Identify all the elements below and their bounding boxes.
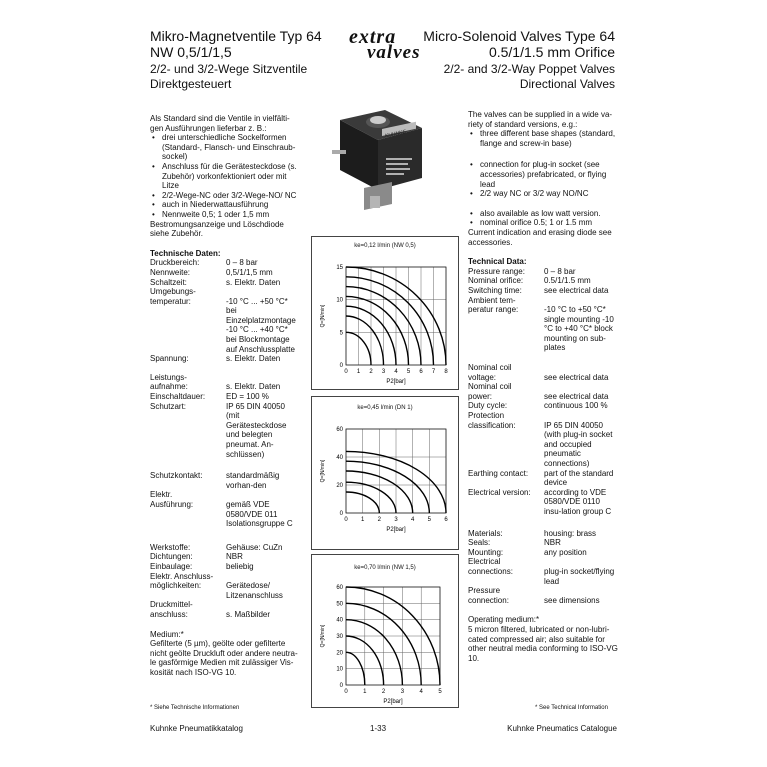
- list-item: • 2/2 way NC or 3/2 way NO/NC: [480, 189, 618, 199]
- spec-value: IP 65 DIN 40050 (with plug-in socket and occupied pneumatic connections): [544, 420, 613, 468]
- list-item: • also available as low watt version.: [480, 209, 618, 219]
- x-tick-label: 5: [427, 517, 432, 523]
- spec-row: [468, 586, 618, 596]
- x-tick-label: 5: [438, 689, 442, 695]
- spec-value: 0 – 8 bar: [544, 266, 576, 276]
- y-tick-label: 5: [339, 330, 343, 337]
- en-tech-table-3: [468, 529, 618, 606]
- de-orifice-line: NW 0,5/1/1,5: [150, 44, 232, 60]
- spec-value: 0,5/1/1,5 mm: [226, 267, 273, 277]
- spec-value: [226, 373, 300, 383]
- spec-label: Ambient tem-: [468, 295, 516, 305]
- spec-row: [150, 297, 300, 355]
- spec-label: classification:: [468, 420, 516, 430]
- list-item: • three different base shapes (standard, flange and screw-in base): [480, 129, 618, 148]
- chart-title: ke=0,12 l/min (NW 0,5): [354, 243, 416, 249]
- spec-row: [468, 538, 618, 548]
- spec-row: [468, 286, 618, 296]
- flow-chart-nw15: [311, 554, 459, 708]
- spec-value: [226, 287, 300, 297]
- spec-value: -10 °C ... +50 °C* bei Einzelplatzmontage -10 °C ... +40 °C* bei Blockmontage auf Anschlussplatte: [226, 296, 296, 354]
- en-title: Micro-Solenoid Valves Type 64: [423, 28, 615, 44]
- spec-label: Schaltzeit:: [150, 277, 187, 287]
- spec-label: Electrical: [468, 557, 501, 567]
- right-column: [468, 110, 618, 663]
- de-title: Mikro-Magnetventile Typ 64: [150, 28, 322, 44]
- en-outro: Current indication and erasing diode see accessories.: [468, 227, 612, 247]
- spec-row: [468, 557, 618, 567]
- spec-label: Pressure: [468, 586, 501, 596]
- spec-value: standardmäßig vorhan-den: [226, 471, 280, 490]
- spec-label: Einbaulage:: [150, 561, 193, 571]
- spec-value: s. Maßbilder: [226, 609, 271, 619]
- spec-value: [544, 382, 618, 392]
- y-tick-label: 40: [336, 455, 343, 461]
- list-item: • nominal orifice 0.5; 1 or 1.5 mm: [480, 218, 618, 228]
- spec-label: Materials:: [468, 528, 503, 538]
- spec-row: [468, 382, 618, 392]
- spec-label: Earthing contact:: [468, 468, 529, 478]
- spec-label: peratur range:: [468, 305, 519, 315]
- x-tick-label: 5: [406, 369, 411, 375]
- spec-label: Leistungs-: [150, 372, 187, 382]
- y-tick-label: 50: [336, 601, 343, 608]
- spec-row: [150, 392, 300, 402]
- spec-label: Schutzart:: [150, 401, 187, 411]
- spec-row: [150, 373, 300, 383]
- y-tick-label: 40: [336, 617, 343, 624]
- solenoid-valve-photo: [330, 100, 430, 212]
- spec-label: Spannung:: [150, 354, 189, 364]
- de-feature-list: [150, 133, 300, 219]
- spec-row: [468, 276, 618, 286]
- de-outro: Bestromungsanzeige und Löschdiode siehe Zubehör.: [150, 219, 284, 239]
- spec-value: [544, 296, 618, 306]
- x-tick-label: 3: [394, 517, 398, 523]
- en-feature-list-a: [468, 129, 618, 148]
- spec-value: Gerätedose/ Litzenanschluss: [226, 581, 283, 600]
- chart-plot: [312, 397, 458, 549]
- spec-label: power:: [468, 391, 493, 401]
- spec-value: plug-in socket/flying lead: [544, 566, 615, 586]
- list-item: • 2/2-Wege-NC oder 3/2-Wege-NO/ NC: [162, 191, 300, 201]
- spec-row: [150, 490, 300, 500]
- x-tick-label: 7: [431, 369, 436, 375]
- spec-row: [468, 596, 618, 606]
- spec-label: Elektr. Anschluss-: [150, 571, 214, 581]
- y-tick-label: 20: [336, 650, 343, 657]
- spec-label: Umgebungs-: [150, 287, 196, 297]
- list-item: • Nennweite 0,5; 1 oder 1,5 mm: [162, 210, 300, 220]
- spec-row: [150, 268, 300, 278]
- spec-label: Druckmittel-: [150, 600, 193, 610]
- de-medium-text: Gefilterte (5 µm), geölte oder gefilterte nicht geölte Druckluft oder andere neutra-le gasförmige Medien mit zulässiger Vis-kosität nach ISO-VG 10.: [150, 639, 298, 677]
- en-tech-table-2: [468, 363, 618, 517]
- spec-label: Dichtungen:: [150, 552, 193, 562]
- de-medium-heading: Medium:*: [150, 629, 184, 639]
- spec-row: [468, 305, 618, 353]
- spec-value: [226, 490, 300, 500]
- spec-label: anschluss:: [150, 609, 188, 619]
- spec-value: IP 65 DIN 40050 (mit Gerätesteckdose und belegten pneumat. An-schlüssen): [226, 401, 287, 459]
- x-tick-label: 4: [410, 517, 415, 523]
- de-tech-table-3: [150, 471, 300, 529]
- x-tick-label: 6: [444, 517, 448, 523]
- spec-value: 0 – 8 bar: [226, 258, 258, 268]
- en-medium-heading: Operating medium:*: [468, 615, 540, 625]
- de-intro: Als Standard sind die Ventile in vielfälti-gen Ausführungen lieferbar z. B.:: [150, 114, 290, 133]
- spec-row: [468, 548, 618, 558]
- spec-value: s. Elektr. Daten: [226, 277, 281, 287]
- spec-value: [544, 586, 618, 596]
- x-tick-label: 0: [344, 689, 348, 695]
- y-tick-label: 60: [336, 585, 343, 591]
- en-subtitle: 2/2- and 3/2-Way Poppet Valves: [443, 62, 615, 76]
- spec-label: Druckbereich:: [150, 258, 200, 268]
- y-tick-label: 10: [336, 297, 343, 304]
- x-axis-label: P2[bar]: [386, 379, 406, 385]
- extra-valves-logo: [343, 28, 443, 64]
- spec-row: [468, 567, 618, 586]
- spec-label: Nominal orifice:: [468, 276, 524, 286]
- spec-value: see electrical data: [544, 391, 609, 401]
- spec-label: Seals:: [468, 538, 491, 548]
- spec-value: continuous 100 %: [544, 401, 608, 411]
- y-axis-label: Q=[N/min]: [320, 459, 326, 483]
- flow-curve: [346, 316, 384, 365]
- en-medium-text: 5 micron filtered, lubricated or non-lubri-cated compressed air; also suitable for other neutral media conforming to ISO-VG 10.: [468, 624, 618, 663]
- x-tick-label: 4: [394, 369, 398, 375]
- y-tick-label: 10: [336, 666, 343, 673]
- x-tick-label: 1: [360, 517, 365, 523]
- spec-label: connection:: [468, 595, 509, 605]
- spec-label: Duty cycle:: [468, 401, 508, 411]
- spec-value: beliebig: [226, 561, 254, 571]
- list-item: • drei unterschiedliche Sockelformen (Standard-, Flansch- und Einschraub-sockel): [162, 133, 300, 162]
- en-tech-heading: Technical Data:: [468, 257, 527, 267]
- spec-row: [468, 488, 618, 517]
- de-tech-heading: Technische Daten:: [150, 248, 221, 258]
- spec-value: housing: brass: [544, 528, 597, 538]
- spec-value: s. Elektr. Daten: [226, 354, 281, 364]
- spec-row: [150, 402, 300, 460]
- spec-row: [150, 572, 300, 582]
- spec-row: [468, 421, 618, 469]
- product-brand-label: KUHNKE: [385, 128, 406, 140]
- x-tick-label: 1: [363, 689, 367, 695]
- spec-row: [150, 581, 300, 600]
- spec-row: [468, 392, 618, 402]
- spec-value: according to VDE 0580/VDE 0110 insu-lation group C: [544, 487, 612, 516]
- y-tick-label: 0: [339, 511, 343, 517]
- spec-label: Nennweite:: [150, 267, 191, 277]
- x-tick-label: 3: [400, 689, 405, 695]
- x-tick-label: 2: [381, 689, 386, 695]
- x-tick-label: 2: [377, 517, 382, 523]
- spec-label: Schutzkontakt:: [150, 471, 203, 481]
- spec-label: Werkstoffe:: [150, 542, 191, 552]
- spec-label: möglichkeiten:: [150, 581, 202, 591]
- spec-value: gemäß VDE 0580/VDE 011 Isolationsgruppe C: [226, 499, 293, 529]
- y-axis-label: Q=[N/min]: [320, 304, 326, 328]
- spec-row: [150, 278, 300, 288]
- page-number: 1-33: [370, 724, 387, 733]
- en-orifice-line: 0.5/1/1.5 mm Orifice: [488, 44, 615, 60]
- de-tech-table-1: [150, 258, 300, 364]
- spec-label: Pressure range:: [468, 266, 525, 276]
- chart-title: ke=0,70 l/min (NW 1,5): [354, 565, 416, 571]
- de-footnote: * Siehe Technische Informationen: [150, 705, 240, 711]
- spec-row: [150, 258, 300, 268]
- x-tick-label: 4: [419, 689, 423, 695]
- de-tech-table-4: [150, 543, 300, 620]
- en-footnote: * See Technical Information: [535, 705, 608, 711]
- x-axis-label: P2[bar]: [386, 527, 406, 533]
- spec-row: [468, 363, 618, 373]
- x-tick-label: 3: [381, 369, 386, 375]
- spec-row: [150, 610, 300, 620]
- spec-label: Einschaltdauer:: [150, 392, 206, 402]
- footer-right: Kuhnke Pneumatics Catalogue: [507, 724, 617, 733]
- x-tick-label: 2: [369, 369, 373, 375]
- x-tick-label: 1: [356, 369, 361, 375]
- spec-row: [150, 354, 300, 364]
- logo-text-top: extra: [349, 26, 397, 48]
- spec-row: [468, 373, 618, 383]
- spec-value: NBR: [226, 552, 243, 562]
- spec-row: [468, 469, 618, 488]
- left-column: [150, 114, 300, 677]
- de-subtitle: 2/2- und 3/2-Wege Sitzventile: [150, 62, 308, 76]
- spec-label: Elektr.: [150, 490, 173, 500]
- list-item: • Anschluss für die Gerätesteckdose (s. Zubehör) vorkonfektioniert oder mit Litze: [162, 162, 300, 191]
- spec-row: [150, 500, 300, 529]
- chart-plot: [312, 237, 458, 389]
- y-tick-label: 20: [336, 483, 343, 489]
- spec-label: voltage:: [468, 372, 497, 382]
- footer-left: Kuhnke Pneumatikkatalog: [150, 724, 243, 733]
- spec-row: [468, 267, 618, 277]
- x-tick-label: 0: [344, 517, 348, 523]
- x-axis-label: P2[bar]: [383, 699, 403, 705]
- spec-row: [468, 529, 618, 539]
- de-tech-table-2: [150, 373, 300, 459]
- spec-label: Ausführung:: [150, 499, 194, 509]
- spec-row: [150, 471, 300, 490]
- en-subtitle-2: Directional Valves: [519, 77, 615, 91]
- en-feature-list-c: [468, 209, 618, 228]
- spec-label: connections:: [468, 566, 513, 576]
- en-intro: The valves can be supplied in a wide va-riety of standard versions, e.g.:: [468, 110, 613, 129]
- y-tick-label: 30: [336, 634, 343, 640]
- spec-row: [150, 543, 300, 553]
- y-tick-label: 15: [336, 265, 343, 271]
- spec-value: NBR: [544, 538, 561, 548]
- spec-label: Electrical version:: [468, 487, 531, 497]
- logo-text-bottom: valves: [367, 42, 421, 63]
- y-tick-label: 0: [339, 363, 343, 369]
- spec-row: [468, 411, 618, 421]
- spec-value: part of the standard device: [544, 468, 614, 488]
- spec-row: [150, 287, 300, 297]
- spec-label: temperatur:: [150, 296, 191, 306]
- spec-label: Switching time:: [468, 285, 522, 295]
- list-item: • connection for plug-in socket (see accessories) prefabricated, or flying lead: [480, 160, 618, 189]
- spec-value: [544, 363, 618, 373]
- spec-row: [468, 296, 618, 306]
- spec-value: ED = 100 %: [226, 392, 269, 402]
- x-tick-label: 8: [444, 369, 448, 375]
- y-tick-label: 60: [336, 427, 343, 433]
- chart-plot: [312, 555, 458, 707]
- spec-value: -10 °C to +50 °C* single mounting -10 °C to +40 °C* block mounting on sub-plates: [544, 305, 614, 353]
- spec-value: Gehäuse: CuZn: [226, 542, 283, 552]
- spec-value: [544, 557, 618, 567]
- spec-label: Nominal coil: [468, 363, 512, 373]
- spec-row: [150, 382, 300, 392]
- spec-value: any position: [544, 547, 587, 557]
- spec-value: see electrical data: [544, 285, 609, 295]
- y-tick-label: 0: [339, 683, 343, 689]
- list-item: • auch in Niederwattausführung: [162, 200, 300, 210]
- spec-row: [150, 552, 300, 562]
- spec-value: see dimensions: [544, 595, 600, 605]
- spec-label: Mounting:: [468, 547, 504, 557]
- chart-title: ke=0,45 l/min (DN 1): [357, 405, 413, 411]
- x-tick-label: 0: [344, 369, 348, 375]
- spec-row: [150, 600, 300, 610]
- spec-value: [226, 600, 300, 610]
- flow-chart-dn1: [311, 396, 459, 550]
- flow-chart-nw05: [311, 236, 459, 390]
- spec-value: [544, 411, 618, 421]
- spec-row: [468, 401, 618, 411]
- spec-label: Nominal coil: [468, 382, 512, 392]
- spec-row: [150, 562, 300, 572]
- en-tech-table-1: [468, 267, 618, 353]
- spec-label: aufnahme:: [150, 382, 188, 392]
- flow-curve: [346, 482, 396, 513]
- spec-value: see electrical data: [544, 372, 609, 382]
- y-axis-label: Q=[N/min]: [320, 624, 326, 648]
- spec-label: Protection: [468, 411, 505, 421]
- de-subtitle-2: Direktgesteuert: [150, 77, 232, 91]
- spec-value: [226, 572, 300, 582]
- spec-value: 0.5/1/1.5 mm: [544, 276, 591, 286]
- en-feature-list-b: [468, 160, 618, 198]
- spec-value: s. Elektr. Daten: [226, 382, 281, 392]
- x-tick-label: 6: [419, 369, 423, 375]
